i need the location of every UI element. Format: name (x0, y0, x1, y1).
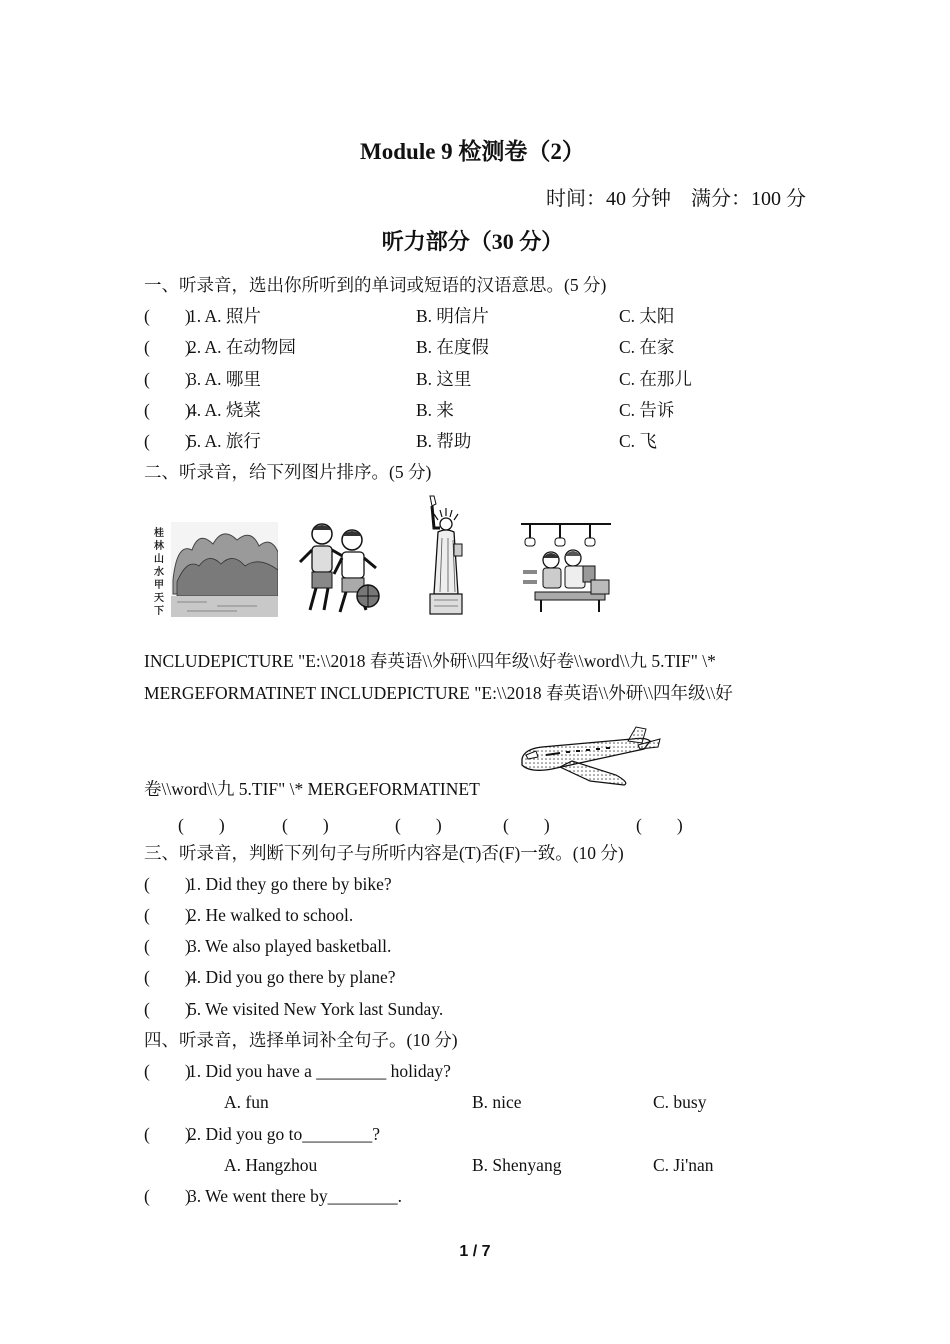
answer-paren[interactable]: ( ) (144, 369, 191, 389)
s1-question-2: ( )2. A. 在动物园 B. 在度假 C. 在家 (144, 337, 675, 357)
full-score: 满分：100 分 (691, 188, 806, 210)
airplane-picture (516, 725, 661, 793)
field-code-line-3: 卷\\word\\九 5.TIF" \* MERGEFORMATINET (144, 779, 480, 799)
s3-question-3: ( )3. We also played basketball. (144, 936, 392, 956)
field-code-line-2: MERGEFORMATINET INCLUDEPICTURE "E:\\2018 春英语\\外研\\四年级\\好 (144, 683, 733, 703)
answer-paren[interactable]: ( ) (144, 400, 191, 420)
s3-question-5: ( )5. We visited New York last Sunday. (144, 999, 444, 1019)
field-code-line-1: INCLUDEPICTURE "E:\\2018 春英语\\外研\\四年级\\好卷\\word\\九 5.TIF" \* (144, 651, 716, 671)
s4-question-1: ( )1. Did you have a ________ holiday? (144, 1061, 451, 1081)
answer-paren[interactable]: ( ) (144, 1124, 191, 1144)
time-limit: 时间：40 分钟 (546, 188, 671, 210)
order-paren-2[interactable]: ( ) (282, 815, 329, 835)
answer-paren[interactable]: ( ) (144, 874, 191, 894)
section4-heading: 四、听录音，选择单词补全句子。(10 分) (144, 1030, 458, 1050)
s4-question-2: ( )2. Did you go to________? (144, 1124, 381, 1144)
answer-paren[interactable]: ( ) (144, 306, 191, 326)
section1-heading: 一、听录音，选出你所听到的单词或短语的汉语意思。(5 分) (144, 275, 607, 295)
s1-question-1: ( )1. A. 照片 B. 明信片 C. 太阳 (144, 306, 675, 326)
option-c[interactable]: C. busy (653, 1092, 707, 1112)
page-title: Module 9 检测卷（2） (360, 139, 585, 164)
page-number: 1 / 7 (459, 1243, 491, 1260)
s1-question-3: ( )3. A. 哪里 B. 这里 C. 在那儿 (144, 369, 692, 389)
statue-of-liberty-picture (420, 494, 478, 617)
kids-on-subway-picture (521, 520, 611, 615)
section2-heading: 二、听录音，给下列图片排序。(5 分) (144, 462, 432, 482)
section3-heading: 三、听录音，判断下列句子与所听内容是(T)否(F)一致。(10 分) (144, 843, 624, 863)
answer-paren[interactable]: ( ) (144, 431, 191, 451)
s3-question-4: ( )4. Did you go there by plane? (144, 967, 396, 987)
order-paren-1[interactable]: ( ) (178, 815, 225, 835)
s3-question-2: ( )2. He walked to school. (144, 905, 354, 925)
time-info (526, 182, 806, 211)
part-title: 听力部分（30 分） (381, 229, 564, 254)
answer-paren[interactable]: ( ) (144, 337, 191, 357)
option-c[interactable]: C. Ji'nan (653, 1155, 714, 1175)
order-paren-4[interactable]: ( ) (503, 815, 550, 835)
s4-question-3: ( )3. We went there by________. (144, 1186, 403, 1206)
answer-paren[interactable]: ( ) (144, 936, 191, 956)
option-a[interactable]: A. Hangzhou (224, 1155, 318, 1175)
boys-basketball-picture (296, 518, 382, 615)
option-b[interactable]: B. nice (472, 1092, 522, 1112)
answer-paren[interactable]: ( ) (144, 999, 191, 1019)
answer-paren[interactable]: ( ) (144, 1061, 191, 1081)
order-paren-5[interactable]: ( ) (636, 815, 683, 835)
order-paren-3[interactable]: ( ) (395, 815, 442, 835)
s1-question-5: ( )5. A. 旅行 B. 帮助 C. 飞 (144, 431, 657, 451)
answer-paren[interactable]: ( ) (144, 905, 191, 925)
option-b[interactable]: B. Shenyang (472, 1155, 562, 1175)
guilin-caption: 桂林山水甲天下 (154, 528, 164, 617)
answer-paren[interactable]: ( ) (144, 967, 191, 987)
guilin-scenery-picture (147, 522, 278, 617)
option-a[interactable]: A. fun (224, 1092, 269, 1112)
s3-question-1: ( )1. Did they go there by bike? (144, 874, 392, 894)
answer-paren[interactable]: ( ) (144, 1186, 191, 1206)
s1-question-4: ( )4. A. 烧菜 B. 来 C. 告诉 (144, 400, 675, 420)
